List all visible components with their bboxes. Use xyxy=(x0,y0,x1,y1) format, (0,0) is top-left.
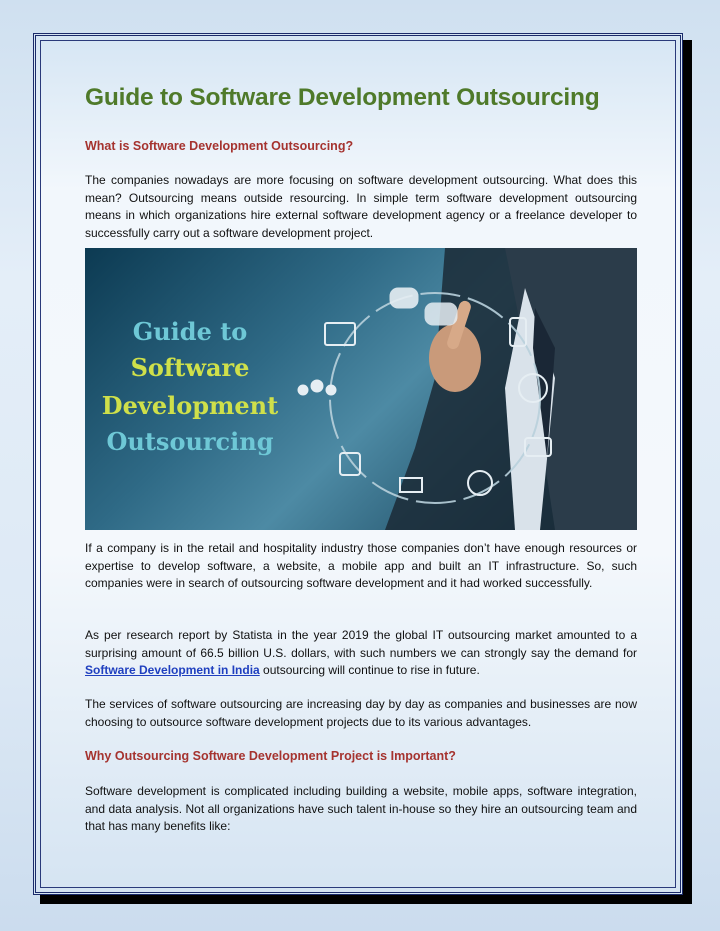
hero-text-line4: Outsourcing xyxy=(106,427,274,456)
media-icon xyxy=(340,453,360,475)
hero-illustration xyxy=(85,248,637,530)
section-heading-what-is: What is Software Development Outsourcing? xyxy=(85,139,354,153)
paragraph-benefits: Software development is complicated including building a website, mobile apps, software integration, and data analysis. Not all organizations have such talent in-house so they hire an outsourcing team and that has many benefits like: xyxy=(85,784,637,833)
document-content xyxy=(85,84,637,833)
chat-bubble-icon xyxy=(390,288,418,308)
paragraph-retail: If a company is in the retail and hospitality industry those companies don’t have enough resources or expertise to develop software, a website, a mobile app and built an IT infrastructure. So, such companies were in search of outsourcing software development and it had worked successfully. xyxy=(85,541,637,590)
paragraph-statista-text-2: outsourcing will continue to rise in future. xyxy=(259,663,480,677)
paragraph-intro: The companies nowadays are more focusing on software development outsourcing. What does this mean? Outsourcing means outside resourcing. In simple term software development outsourcing means in which organizations hire external software development agency or a freelance developer to successfully carry out a software development project. xyxy=(85,173,637,240)
paragraph-statista xyxy=(85,627,637,680)
software-development-india-link[interactable]: Software Development in India xyxy=(85,663,260,677)
document-title: Guide to Software Development Outsourcing xyxy=(85,84,600,111)
hero-image xyxy=(85,248,637,530)
people-icon xyxy=(311,380,323,392)
paragraph-statista-text-1: As per research report by Statista in the year 2019 the global IT outsourcing market amounted to a surprising amount of 66.5 billion U.S. dollars, with such numbers we can strongly say the demand for xyxy=(85,628,637,660)
hero-text-line1: Guide to xyxy=(132,317,248,346)
hero-text-line2: Software xyxy=(130,353,250,382)
section-heading-why-outsourcing: Why Outsourcing Software Development Project is Important? xyxy=(85,749,456,763)
paragraph-services: The services of software outsourcing are increasing day by day as companies and businesses are now choosing to outsource software development projects due to its various advantages. xyxy=(85,697,637,729)
hero-text-line3: Development xyxy=(101,391,279,420)
